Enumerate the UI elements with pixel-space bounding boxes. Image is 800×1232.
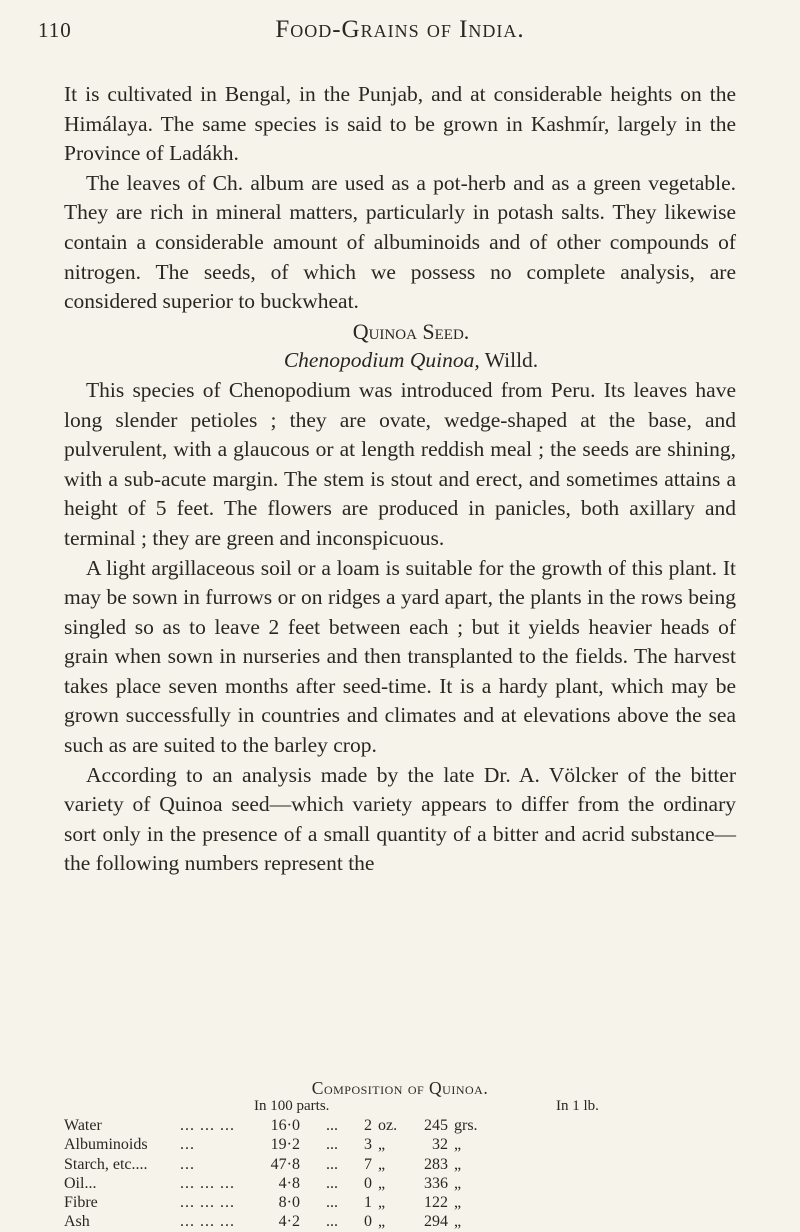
row-name: Starch, etc.... (64, 1155, 148, 1173)
row-leader: ... (180, 1136, 195, 1154)
table-title: Composition of Quinoa. (311, 1078, 489, 1098)
row-grs-unit: „ (454, 1155, 462, 1173)
row-grs: 32 (432, 1136, 448, 1154)
table-row (64, 1193, 784, 1212)
row-leader: ... ... ... (180, 1117, 235, 1134)
row-oz: 0 (364, 1213, 372, 1231)
row-grs: 294 (424, 1213, 448, 1231)
table-row (64, 1212, 784, 1231)
row-oz: 1 (364, 1194, 372, 1212)
row-grs: 122 (424, 1194, 448, 1212)
col-head-parts: In 100 parts. (254, 1098, 330, 1114)
row-name: Albuminoids (64, 1136, 148, 1154)
row-name: Fibre (64, 1194, 98, 1212)
row-oz-unit: „ (378, 1194, 386, 1212)
paragraph-description: This species of Chenopodium was introduced from Peru. Its leaves have long slender petioles ; they are ovate, wedge-shaped at the base, and pulverulent, with a glaucous or at length reddish meal ; the seeds are shining, with a sub-acute margin. The stem is stout and erect, and sometimes attains a height of 5 feet. The flowers are produced in panicles, both axillary and terminal ; they are green and inconspicuous. (64, 377, 736, 550)
row-dots: ... (326, 1174, 338, 1192)
row-dots: ... (326, 1155, 338, 1173)
row-grs: 245 (424, 1117, 448, 1134)
paragraph-cultivation-method: A light argillaceous soil or a loam is suitable for the growth of this plant. It may be sown in furrows or on ridges a yard apart, the plants in the rows being singled so as to leave 2 feet between each ; but it yields heavier heads of grain when sown in nurseries and then transplanted to the fields. The harvest takes place seven months after seed-time. It is a hardy plant, which may be grown successfully in countries and climates and at elevations above the sea such as are suited to the barley crop. (64, 555, 736, 758)
row-name: Water (64, 1117, 102, 1134)
row-grs: 336 (424, 1174, 448, 1192)
section-subheading (64, 346, 736, 376)
row-oz-unit: „ (378, 1136, 386, 1154)
row-name: Oil... (64, 1174, 97, 1192)
table-row (64, 1116, 784, 1135)
section-heading: Quinoa Seed. (352, 318, 470, 344)
table-row (64, 1174, 784, 1193)
row-leader: ... ... ... (180, 1194, 235, 1212)
paragraph-analysis: According to an analysis made by the late Dr. A. Völcker of the bitter variety of Quinoa seed—which variety appears to differ from the ordinary sort only in the presence of a small quantity of a bitter and acrid substance—the following numbers represent the (64, 762, 736, 876)
col-head-lb: In 1 lb. (556, 1098, 599, 1114)
running-head (0, 14, 800, 44)
paragraph-leaves-uses: The leaves of Ch. album are used as a pot-herb and as a green vegetable. They are rich in mineral matters, particularly in potash salts. They likewise contain a considerable amount of albuminoids and of other compounds of nitrogen. The seeds, of which we possess no complete analysis, are considered superior to buckwheat. (64, 170, 736, 314)
row-oz-unit: „ (378, 1213, 386, 1231)
body-text (64, 80, 736, 879)
row-oz: 2 (364, 1117, 372, 1134)
row-oz: 0 (364, 1174, 372, 1192)
row-dots: ... (326, 1194, 338, 1212)
row-dots: ... (326, 1117, 338, 1134)
authority: Willd. (484, 348, 539, 373)
row-parts: 16·0 (270, 1117, 300, 1134)
row-parts: 19·2 (270, 1136, 300, 1154)
running-title: Food-Grains of India. (275, 16, 525, 43)
row-leader: ... ... ... (180, 1213, 235, 1231)
row-leader: ... ... ... (180, 1174, 235, 1192)
table-row (64, 1155, 784, 1174)
latin-name: Chenopodium Quinoa, (283, 348, 480, 373)
row-dots: ... (326, 1213, 338, 1231)
row-dots: ... (326, 1136, 338, 1154)
row-parts: 47·8 (270, 1155, 300, 1173)
row-grs-unit: „ (454, 1213, 462, 1231)
row-oz: 3 (364, 1136, 372, 1154)
row-oz: 7 (364, 1155, 372, 1173)
composition-table (64, 1116, 784, 1232)
row-name: Ash (64, 1213, 90, 1231)
row-parts: 8·0 (278, 1194, 300, 1212)
row-grs-unit: „ (454, 1194, 462, 1212)
row-parts: 4·8 (278, 1174, 300, 1192)
row-grs-unit: „ (454, 1174, 462, 1192)
row-leader: ... (180, 1155, 195, 1173)
table-row (64, 1135, 784, 1154)
row-oz-unit: oz. (378, 1117, 398, 1134)
row-parts: 4·2 (278, 1213, 300, 1231)
row-grs-unit: grs. (454, 1117, 478, 1134)
paragraph-cultivation: It is cultivated in Bengal, in the Punjab, and at considerable heights on the Himálaya. The same species is said to be grown in Kashmír, largely in the Province of Ladákh. (64, 82, 736, 166)
row-grs: 283 (424, 1155, 448, 1173)
row-oz-unit: „ (378, 1174, 386, 1192)
page-number: 110 (38, 18, 72, 42)
row-oz-unit: „ (378, 1155, 386, 1173)
row-grs-unit: „ (454, 1136, 462, 1154)
